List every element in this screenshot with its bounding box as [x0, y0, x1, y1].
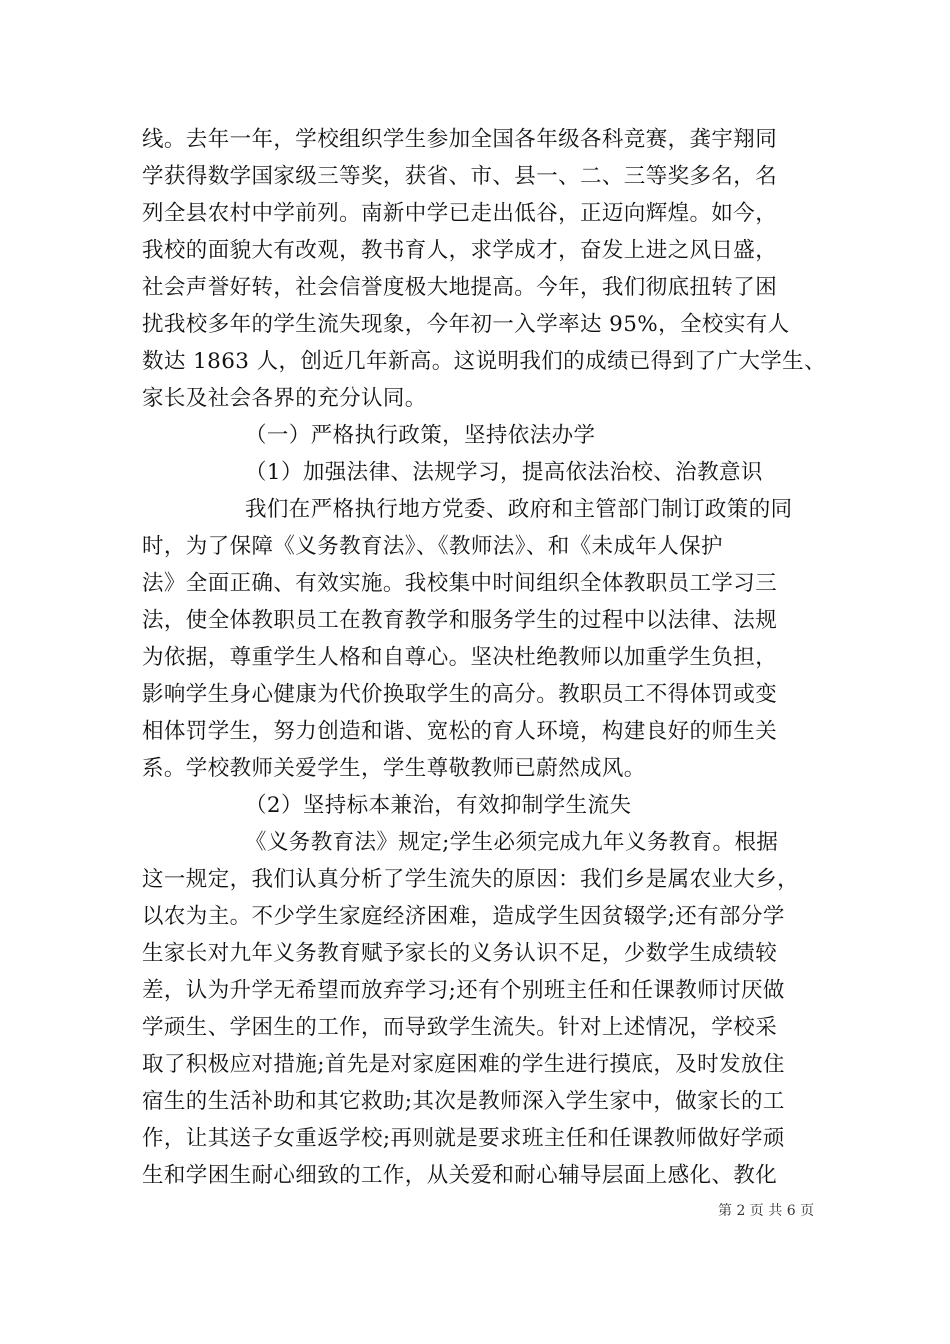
text-line: 这一规定，我们认真分析了学生流失的原因：我们乡是属农业大乡， — [142, 867, 800, 892]
text-line: 社会声誉好转，社会信誉度极大地提高。今年，我们彻底扭转了困 — [142, 275, 778, 300]
section-heading: （一）严格执行政策，坚持依法办学 — [245, 423, 596, 448]
text-line: 影响学生身心健康为代价换取学生的高分。教职员工不得体罚或变 — [142, 682, 778, 707]
text-line: 作，让其送子女重返学校;再则就是要求班主任和任课教师做好学顽 — [142, 1126, 785, 1151]
text-line: 时，为了保障《义务教育法》、《教师法》、和《未成年人保护 — [142, 534, 723, 559]
text-line: 我校的面貌大有改观，教书育人，求学成才，奋发上进之风日盛， — [142, 238, 778, 263]
text-line: 差，认为升学无希望而放弃学习;还有个别班主任和任课教师讨厌做 — [142, 978, 785, 1003]
text-line: 取了积极应对措施;首先是对家庭困难的学生进行摸底，及时发放住 — [142, 1052, 785, 1077]
page-number: 第 2 页 共 6 页 — [718, 1203, 815, 1219]
paragraph-start-line: 我们在严格执行地方党委、政府和主管部门制订政策的同 — [245, 497, 793, 522]
text-line: 数达 1863 人，创近几年新高。这说明我们的成绩已得到了广大学生、 — [142, 349, 826, 374]
text-line: 以农为主。不少学生家庭经济困难，造成学生因贫辍学;还有部分学 — [142, 904, 785, 929]
text-line: 宿生的生活补助和其它救助;其次是教师深入学生家中，做家长的工 — [142, 1089, 785, 1114]
text-line: 扰我校多年的学生流失现象，今年初一入学率达 95%，全校实有人 — [142, 312, 790, 337]
text-line: 法》全面正确、有效实施。我校集中时间组织全体教职员工学习三 — [142, 571, 778, 596]
text-line: 线。去年一年，学校组织学生参加全国各年级各科竞赛，龚宇翔同 — [142, 127, 778, 152]
subsection-heading: （2）坚持标本兼治，有效抑制学生流失 — [245, 793, 632, 818]
text-line: 法，使全体教职员工在教育教学和服务学生的过程中以法律、法规 — [142, 608, 778, 633]
paragraph-start-line: 《义务教育法》规定;学生必须完成九年义务教育。根据 — [245, 830, 779, 855]
text-line: 学顽生、学困生的工作，而导致学生流失。针对上述情况，学校采 — [142, 1015, 778, 1040]
text-line: 生和学困生耐心细致的工作，从关爱和耐心辅导层面上感化、教化 — [142, 1163, 778, 1188]
text-line: 为依据，尊重学生人格和自尊心。坚决杜绝教师以加重学生负担， — [142, 645, 778, 670]
text-line: 系。学校教师关爱学生，学生尊敬教师已蔚然成风。 — [142, 756, 646, 781]
text-line: 学获得数学国家级三等奖，获省、市、县一、二、三等奖多名，名 — [142, 164, 778, 189]
document-body — [142, 121, 826, 1194]
subsection-heading: （1）加强法律、法规学习，提高依法治校、治教意识 — [245, 460, 763, 485]
text-line: 家长及社会各界的充分认同。 — [142, 386, 427, 411]
text-line: 生家长对九年义务教育赋予家长的义务认识不足，少数学生成绩较 — [142, 941, 778, 966]
text-line: 列全县农村中学前列。南新中学已走出低谷，正迈向辉煌。如今， — [142, 201, 778, 226]
text-line: 相体罚学生，努力创造和谐、宽松的育人环境，构建良好的师生关 — [142, 719, 778, 744]
